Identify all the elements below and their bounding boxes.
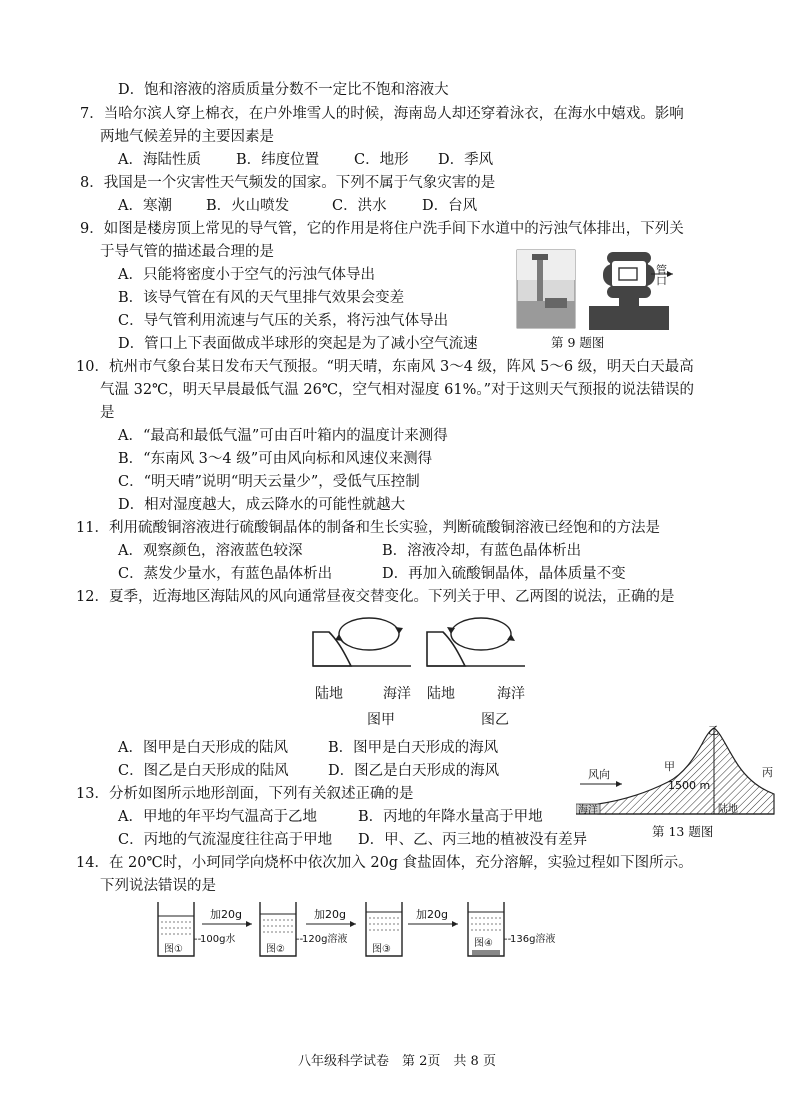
q12-option-c: C．图乙是白天形成的陆风: [118, 763, 289, 779]
q6-option-d: D．饱和溶液的溶质质量分数不一定比不饱和溶液大: [118, 82, 449, 98]
q14-beaker-2-label: 图②: [266, 944, 285, 955]
q13-option-a: A．甲地的年平均气温高于乙地: [118, 809, 317, 825]
q11-stem: 11．利用硫酸铜溶液进行硫酸铜晶体的制备和生长实验，判断硫酸铜溶液已经饱和的方法是: [76, 520, 660, 536]
q8-option-c: C．洪水: [332, 198, 387, 214]
q12-fig-jia-drawing: [313, 618, 411, 666]
svg-text:--: --: [194, 934, 202, 945]
q12-fig-yi-drawing: [427, 618, 525, 666]
q12-ocean-1: 海洋: [383, 686, 411, 702]
q12-fig-jia-label: 图甲: [367, 712, 395, 728]
q13-option-c: C．丙地的气流湿度往往高于甲地: [118, 832, 333, 848]
svg-text:--: --: [504, 934, 512, 945]
q8-option-b: B．火山喷发: [206, 198, 290, 214]
q11-option-c: C．蒸发少量水，有蓝色晶体析出: [118, 566, 333, 582]
q7-option-a: A．海陆性质: [118, 152, 201, 168]
q7-stem: 7．当哈尔滨人穿上棉衣，在户外堆雪人的时候，海南岛人却还穿着泳衣，在海水中嬉戏。影响: [80, 106, 684, 122]
q14-beaker-2-mass: 120g溶液: [302, 934, 348, 945]
svg-text:--: --: [296, 934, 304, 945]
q9-figure: [515, 246, 675, 334]
q10-option-c: C．“明天晴”说明“明天云量少”，受低气压控制: [118, 474, 420, 490]
q14-stem: 14．在 20℃时，小珂同学向烧杯中依次加入 20g 食盐固体，充分溶解，实验过程如下图所示。: [76, 855, 693, 871]
q13-sea-label: 海洋: [578, 805, 598, 816]
q11-option-d: D．再加入硫酸铜晶体，晶体质量不变: [382, 566, 626, 582]
q7-option-d: D．季风: [438, 152, 494, 168]
q9-option-d: D．管口上下表面做成半球形的突起是为了减小空气流速: [118, 336, 478, 352]
q9-option-c: C．导气管利用流速与气压的关系，将污浊气体导出: [118, 313, 449, 329]
q13-figure: [576, 722, 776, 818]
q9-stem: 9．如图是楼房顶上常见的导气管，它的作用是将住户洗手间下水道中的污浊气体排出，下列关: [80, 221, 684, 237]
q9-caption: 第 9 题图: [551, 335, 605, 350]
q14-figure: [150, 896, 560, 966]
q9-option-b: B．该导气管在有风的天气里排气效果会变差: [118, 290, 405, 306]
q12-land-2: 陆地: [427, 686, 455, 702]
q13-bing-label: 丙: [762, 766, 773, 779]
q8-option-a: A．寒潮: [118, 198, 172, 214]
q7-option-b: B．纬度位置: [236, 152, 320, 168]
q11-option-a: A．观察颜色，溶液蓝色较深: [118, 543, 303, 559]
q10-option-d: D．相对湿度越大，成云降水的可能性就越大: [118, 497, 406, 513]
q8-stem: 8．我国是一个灾害性天气频发的国家。下列不属于气象灾害的是: [80, 175, 496, 191]
q9-fig-label: 管口: [654, 264, 668, 286]
q13-option-d: D．甲、乙、丙三地的植被没有差异: [358, 832, 588, 848]
q14-stem-cont: 下列说法错误的是: [100, 878, 216, 894]
q13-wind-label: 风向: [588, 768, 610, 781]
q14-add-1: 加20g: [210, 908, 242, 921]
q7-stem-cont: 两地气候差异的主要因素是: [100, 129, 274, 145]
q12-figure: [305, 608, 545, 736]
q13-option-b: B．丙地的年降水量高于甲地: [358, 809, 543, 825]
q9-option-a: A．只能将密度小于空气的污浊气体导出: [118, 267, 375, 283]
q13-height-label: 1500 m: [668, 779, 711, 792]
q12-fig-yi-label: 图乙: [481, 712, 509, 728]
q10-stem: 10．杭州市气象台某日发布天气预报。“明天晴，东南风 3～4 级，阵风 5～6 级，明天白天最高: [76, 359, 694, 375]
page-footer: 八年级科学试卷 第 2页 共 8 页: [298, 1054, 496, 1069]
q14-beaker-4-mass: 136g溶液: [510, 934, 556, 945]
q14-beaker-3-label: 图③: [372, 944, 391, 955]
q12-option-a: A．图甲是白天形成的陆风: [118, 740, 288, 756]
q10-option-b: B．“东南风 3～4 级”可由风向标和风速仪来测得: [118, 451, 433, 467]
q13-caption: 第 13 题图: [652, 824, 714, 839]
q10-option-a: A．“最高和最低气温”可由百叶箱内的温度计来测得: [118, 428, 448, 444]
q14-beaker-1-mass: 100g水: [200, 934, 236, 945]
q14-add-2: 加20g: [314, 908, 346, 921]
q14-add-3: 加20g: [416, 908, 448, 921]
q13-jia-label: 甲: [664, 760, 675, 773]
q7-option-c: C．地形: [354, 152, 409, 168]
q10-stem-cont2: 是: [100, 405, 115, 421]
q14-beaker-4-label: 图④: [474, 938, 493, 949]
q12-stem: 12．夏季，近海地区海陆风的风向通常昼夜交替变化。下列关于甲、乙两图的说法，正确的是: [76, 589, 675, 605]
q12-ocean-2: 海洋: [497, 686, 525, 702]
q13-stem: 13．分析如图所示地形剖面，下列有关叙述正确的是: [76, 786, 414, 802]
q14-beaker-1-label: 图①: [164, 944, 183, 955]
q10-stem-cont: 气温 32℃，明天早晨最低气温 26℃，空气相对湿度 61%。”对于这则天气预报的说法错误的: [100, 382, 695, 398]
q9-stem-cont: 于导气管的描述最合理的是: [100, 244, 274, 260]
q12-option-d: D．图乙是白天形成的海风: [328, 763, 500, 779]
q11-option-b: B．溶液冷却，有蓝色晶体析出: [382, 543, 582, 559]
q12-option-b: B．图甲是白天形成的海风: [328, 740, 499, 756]
q12-land-1: 陆地: [315, 686, 343, 702]
q13-yi-label: 乙: [708, 724, 719, 737]
q13-land-label: 陆地: [718, 804, 738, 815]
q8-option-d: D．台风: [422, 198, 478, 214]
